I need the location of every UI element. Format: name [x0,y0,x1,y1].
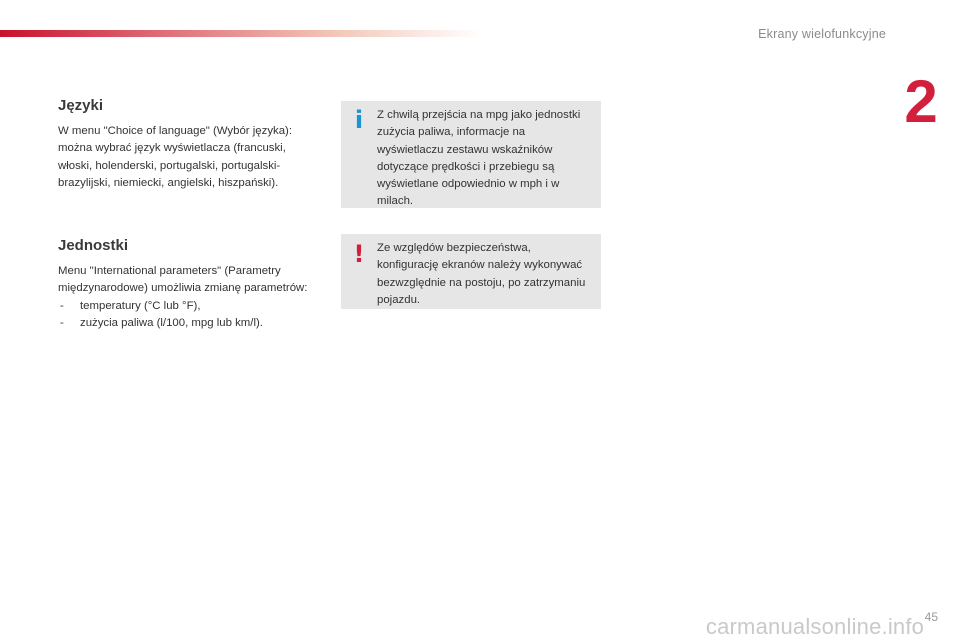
info-note-text: Z chwilą przejścia na mpg jako jednostki zużycia paliwa, informacje na wyświetlaczu zestawu wskaźników dotyczące prędkości i przebiegu są wyświetlane odpowiednio w mph i w milach. [377,109,581,208]
warning-icon: ! [353,240,365,268]
units-list [58,298,320,333]
header-accent-bar [0,30,480,37]
info-icon: i [354,106,364,134]
page-number: 45 [924,610,938,624]
watermark: carmanualsonline.info [705,614,925,639]
warning-note [341,234,601,309]
languages-text: W menu "Choice of language" (Wybór języka): można wybrać język wyświetlacza (francuski, włoski, holenderski, portugalski, portugalski-brazylijski, niemiecki, angielski, hiszpański). [58,125,292,189]
chapter-number: 2 [904,68,938,135]
info-note [341,101,601,208]
units-section [58,237,320,332]
languages-section [58,97,320,192]
units-heading: Jednostki [58,237,129,254]
languages-heading: Języki [58,97,104,114]
units-text: Menu "International parameters" (Parametry międzynarodowe) umożliwia zmianę parametrów: [58,265,308,295]
warning-note-text: Ze względów bezpieczeństwa, konfigurację ekranów należy wykonywać bezwzględnie na postoju, po zatrzymaniu pojazdu. [377,242,586,306]
list-item: - temperatury (°C lub °F), [58,298,320,315]
chapter-title: Ekrany wielofunkcyjne [758,27,886,41]
list-item: - zużycia paliwa (l/100, mpg lub km/l). [58,315,320,332]
